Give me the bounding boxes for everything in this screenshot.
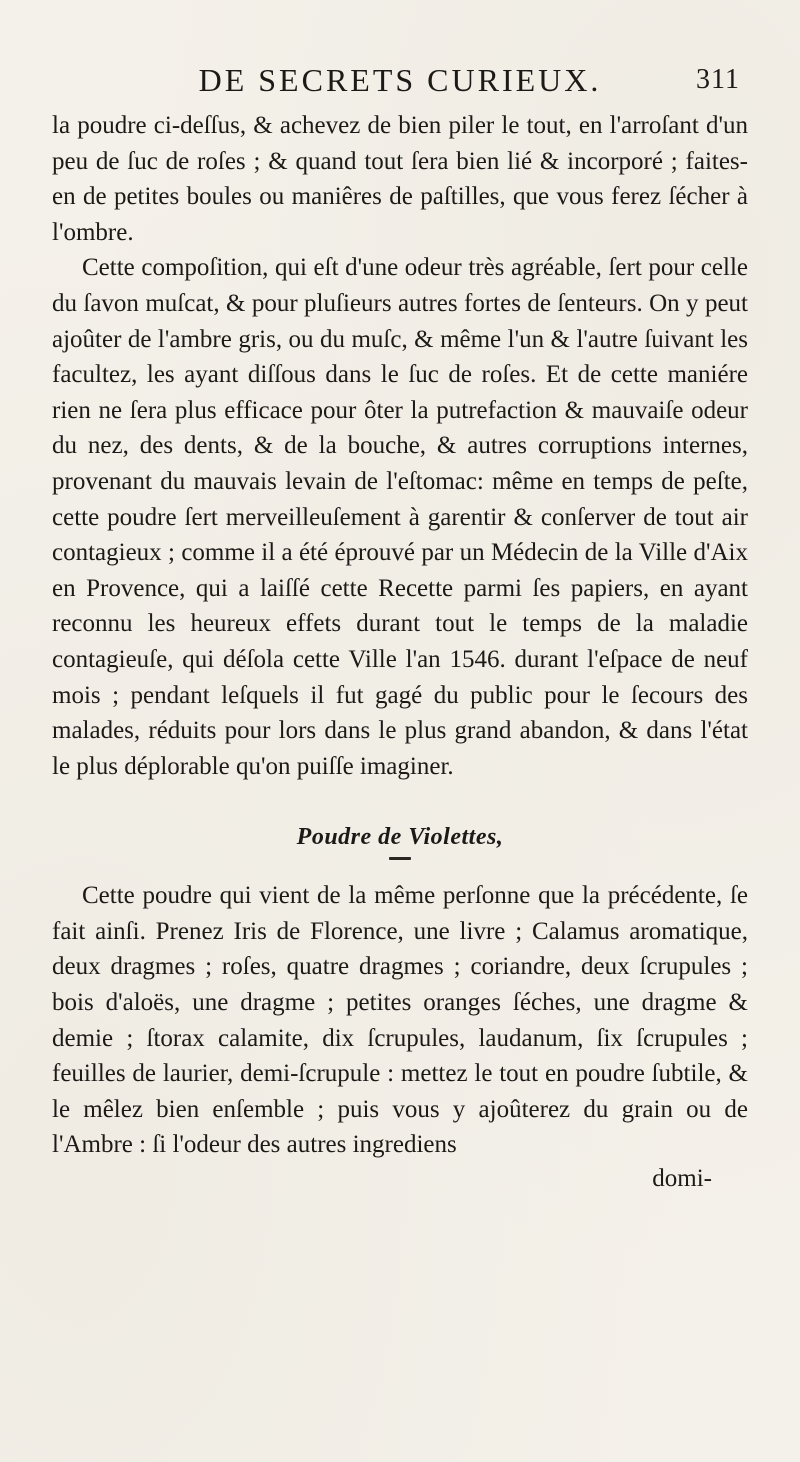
- running-head: [52, 62, 748, 108]
- paragraph-violettes: Cette poudre qui vient de la même perſonne que la précédente, ſe fait ainſi. Prenez Iris de Florence, une livre ; Calamus aromatique, deux dragmes ; roſes, quatre dragmes ; coriandre, deux ſcrupules ; bois d'aloës, une dragme ; petites oranges ſéches, une dragme & demie ; ſtorax calamite, dix ſcrupules, laudanum, ſix ſcrupules ; feuilles de laurier, demi-ſcrupule : mettez le tout en poudre ſubtile, & le mêlez bien enſemble ; puis vous y ajoûterez du grain ou de l'Ambre : ſi l'odeur des autres ingrediens: [52, 882, 748, 1159]
- catchword: domi-: [652, 1165, 712, 1193]
- section-heading: Poudre de Violettes,: [296, 824, 504, 851]
- paragraph-continuation: la poudre ci-deſſus, & achevez de bien piler le tout, en l'arroſant d'un peu de ſuc de roſes ; & quand tout ſera bien lié & incorporé ; faites-en de petites boules ou maniêres de paſtilles, que vous ferez ſécher à l'ombre.: [52, 112, 748, 246]
- main-text: [52, 108, 748, 784]
- running-title: DE SECRETS CURIEUX.: [198, 62, 602, 98]
- heading-ornament-rule: [389, 857, 411, 860]
- paragraph-composition: Cette compoſition, qui eſt d'une odeur très agréable, ſert pour celle du ſavon muſcat, & pour pluſieurs autres fortes de ſenteurs. On y peut ajoûter de l'ambre gris, ou du muſc, & même l'un & l'autre ſuivant les facultez, les ayant diſſous dans le ſuc de roſes. Et de cette maniére rien ne ſera plus efficace pour ôter la putrefaction & mauvaiſe odeur du nez, des dents, & de la bouche, & autres corruptions internes, provenant du mauvais levain de l'eſtomac: même en temps de peſte, cette poudre ſert merveilleuſement à garentir & conſerver de tout air contagieux ; comme il a été éprouvé par un Médecin de la Ville d'Aix en Provence, qui a laiſſé cette Recette parmi ſes papiers, en ayant reconnu les heureux effets durant tout le temps de la maladie contagieuſe, qui déſola cette Ville l'an 1546. durant l'eſpace de neuf mois ; pendant leſquels il fut gagé du public pour le ſecours des malades, réduits pour lors dans le plus grand abandon, & dans l'état le plus déplorable qu'on puiſſe imaginer.: [52, 254, 748, 780]
- page-number: 311: [696, 64, 740, 95]
- section-text: [52, 878, 748, 1163]
